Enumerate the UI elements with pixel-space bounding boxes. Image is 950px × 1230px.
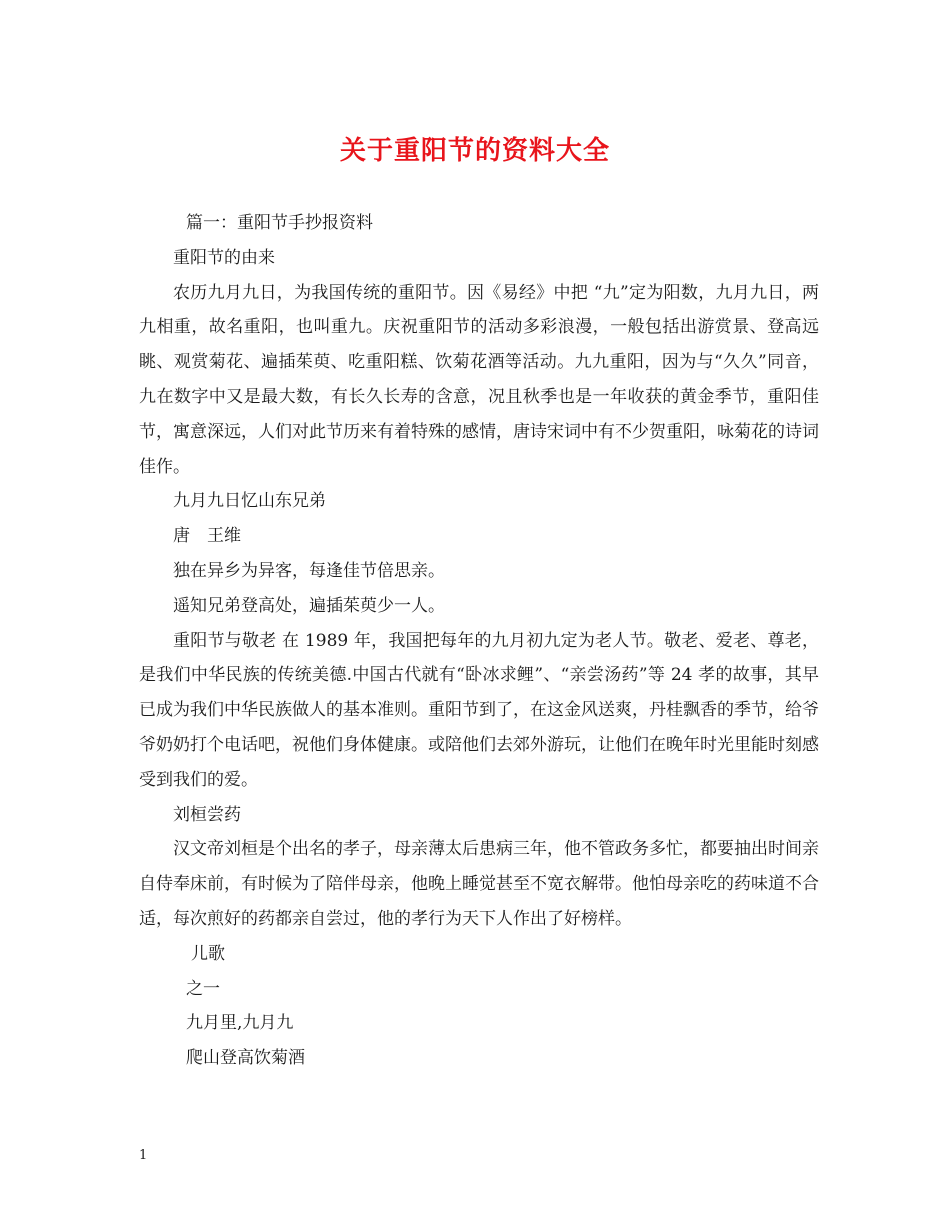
song-line: 爬山登高饮菊酒 [186, 1048, 305, 1069]
song-line: 九月里,九月九 [186, 1013, 294, 1034]
paragraph: 汉文帝刘桓是个出名的孝子，母亲薄太后患病三年，他不管政务多忙，都要抽出时间亲自侍奉床前，有时候为了陪伴母亲，他晚上睡觉甚至不宽衣解带。他怕母亲吃的药味道不合适，每次煎好的药都亲自尝过，他的孝行为天下人作出了好榜样。 [139, 839, 819, 929]
poem-line: 遥知兄弟登高处，遍插茱萸少一人。 [173, 595, 445, 616]
song-line: 之一 [186, 978, 220, 999]
subheading: 重阳节的由来 [173, 247, 275, 268]
subheading: 刘桓尝药 [173, 804, 241, 825]
poem-title: 九月九日忆山东兄弟 [173, 491, 326, 512]
paragraph: 农历九月九日，为我国传统的重阳节。因《易经》中把 “九”定为阳数，九月九日，两九相重，故名重阳，也叫重九。庆祝重阳节的活动多彩浪漫，一般包括出游赏景、登高远眺、观赏菊花、遍插茱萸、吃重阳糕、饮菊花酒等活动。九九重阳，因为与“久久”同音，九在数字中又是最大数，有长久长寿的含意，况且秋季也是一年收获的黄金季节，重阳佳节，寓意深远，人们对此节历来有着特殊的感情，唐诗宋词中有不少贺重阳，咏菊花的诗词佳作。 [139, 282, 819, 477]
poem-author: 唐 王维 [173, 526, 241, 547]
paragraph: 重阳节与敬老 在 1989 年，我国把每年的九月初九定为老人节。敬老、爱老、尊老，是我们中华民族的传统美德.中国古代就有“卧冰求鲤”、“亲尝汤药”等 24 孝的故事，其早已成为我们中华民族做人的基本准则。重阳节到了，在这金风送爽，丹桂飘香的季节，给爷爷奶奶打个电话吧，祝他们身体健康。或陪他们去郊外游玩，让他们在晚年时光里能时刻感受到我们的爱。 [139, 630, 819, 790]
page-number: 1 [139, 1148, 148, 1163]
section-heading: 篇一：重阳节手抄报资料 [186, 213, 373, 233]
subheading: 儿歌 [191, 943, 225, 964]
document-title: 关于重阳节的资料大全 [339, 136, 610, 166]
document-body [139, 206, 819, 1076]
poem-line: 独在异乡为异客，每逢佳节倍思亲。 [173, 560, 445, 581]
